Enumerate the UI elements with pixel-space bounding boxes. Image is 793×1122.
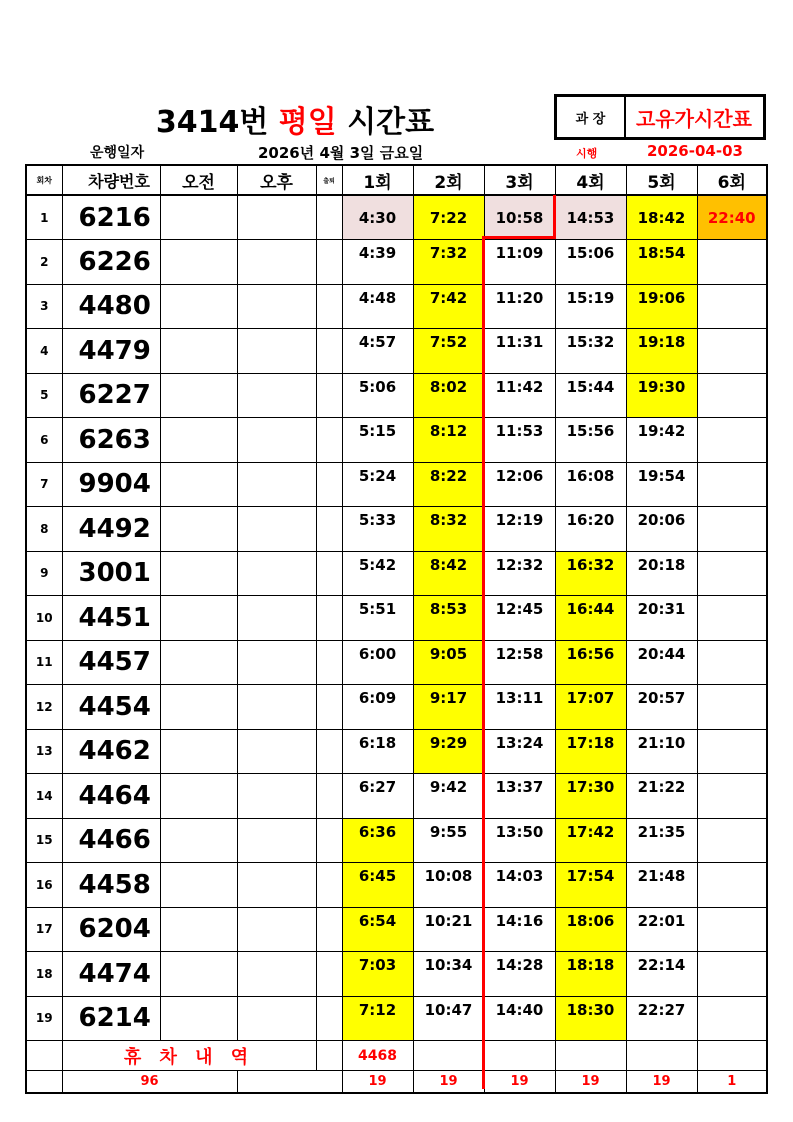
departure-time-3: 13:37 <box>484 774 555 819</box>
departure-time-5: 22:14 <box>626 952 697 997</box>
extra-cell <box>316 329 342 374</box>
totals-r5: 19 <box>626 1071 697 1093</box>
departure-time-4: 17:18 <box>555 729 626 774</box>
trip-number: 8 <box>26 507 62 552</box>
departure-time-1: 4:30 <box>342 195 413 240</box>
departure-time-6 <box>697 240 767 285</box>
departure-time-1: 5:51 <box>342 596 413 641</box>
totals-r3: 19 <box>484 1071 555 1093</box>
trip-number: 1 <box>26 195 62 240</box>
departure-time-1: 6:45 <box>342 863 413 908</box>
pm-cell <box>237 818 316 863</box>
departure-time-1: 5:42 <box>342 551 413 596</box>
bus-number: 4492 <box>62 507 160 552</box>
title-route: 3414번 <box>155 105 279 140</box>
totals-r4: 19 <box>555 1071 626 1093</box>
departure-time-1: 4:48 <box>342 284 413 329</box>
am-cell <box>160 818 237 863</box>
table-row <box>26 507 767 552</box>
totals-r2: 19 <box>413 1071 484 1093</box>
am-cell <box>160 596 237 641</box>
am-cell <box>160 551 237 596</box>
pm-cell <box>237 418 316 463</box>
departure-time-1: 6:54 <box>342 907 413 952</box>
departure-time-6 <box>697 907 767 952</box>
departure-time-2: 8:53 <box>413 596 484 641</box>
am-cell <box>160 729 237 774</box>
pm-cell <box>237 195 316 240</box>
departure-time-6 <box>697 418 767 463</box>
extra-cell <box>316 996 342 1041</box>
pm-cell <box>237 952 316 997</box>
am-cell <box>160 685 237 730</box>
departure-time-3: 11:42 <box>484 373 555 418</box>
extra-cell <box>316 640 342 685</box>
departure-time-5: 21:22 <box>626 774 697 819</box>
bus-number: 6216 <box>62 195 160 240</box>
departure-time-6 <box>697 818 767 863</box>
table-row <box>26 640 767 685</box>
trip-number: 10 <box>26 596 62 641</box>
departure-time-4: 15:32 <box>555 329 626 374</box>
departure-time-6 <box>697 729 767 774</box>
rest-empty-cell <box>555 1041 626 1071</box>
departure-time-2: 8:02 <box>413 373 484 418</box>
departure-time-5: 19:18 <box>626 329 697 374</box>
extra-cell <box>316 284 342 329</box>
departure-time-4: 15:19 <box>555 284 626 329</box>
extra-cell <box>316 462 342 507</box>
departure-time-3: 11:31 <box>484 329 555 374</box>
departure-time-5: 22:01 <box>626 907 697 952</box>
bus-number: 4451 <box>62 596 160 641</box>
trip-number: 18 <box>26 952 62 997</box>
am-cell <box>160 195 237 240</box>
departure-time-3: 12:06 <box>484 462 555 507</box>
departure-time-5: 21:35 <box>626 818 697 863</box>
departure-time-4: 17:30 <box>555 774 626 819</box>
departure-time-6 <box>697 551 767 596</box>
title-day-type: 평일 <box>278 105 337 140</box>
departure-time-5: 20:44 <box>626 640 697 685</box>
departure-time-1: 6:09 <box>342 685 413 730</box>
rest-empty-cell <box>413 1041 484 1071</box>
table-row <box>26 195 767 240</box>
totals-empty-cell <box>237 1071 342 1093</box>
bus-number: 4480 <box>62 284 160 329</box>
departure-time-2: 9:42 <box>413 774 484 819</box>
rest-vehicle-row <box>26 1041 767 1071</box>
departure-time-6 <box>697 640 767 685</box>
departure-time-2: 10:21 <box>413 907 484 952</box>
am-cell <box>160 996 237 1041</box>
departure-time-2: 9:17 <box>413 685 484 730</box>
pm-cell <box>237 462 316 507</box>
bus-number: 3001 <box>62 551 160 596</box>
col-header-r5: 5회 <box>626 165 697 195</box>
departure-time-1: 6:36 <box>342 818 413 863</box>
table-row <box>26 596 767 641</box>
rest-label: 휴 차 내 역 <box>62 1041 316 1071</box>
departure-time-4: 17:42 <box>555 818 626 863</box>
trip-number: 3 <box>26 284 62 329</box>
departure-time-2: 7:42 <box>413 284 484 329</box>
bus-number: 6227 <box>62 373 160 418</box>
trip-number: 4 <box>26 329 62 374</box>
extra-cell <box>316 418 342 463</box>
totals-row <box>26 1071 767 1093</box>
departure-time-4: 15:56 <box>555 418 626 463</box>
departure-time-4: 15:44 <box>555 373 626 418</box>
departure-time-6 <box>697 952 767 997</box>
totals-empty-cell <box>26 1071 62 1093</box>
trip-number: 19 <box>26 996 62 1041</box>
departure-time-5: 21:10 <box>626 729 697 774</box>
am-cell <box>160 329 237 374</box>
departure-time-1: 4:57 <box>342 329 413 374</box>
bus-number: 4466 <box>62 818 160 863</box>
departure-time-3: 12:58 <box>484 640 555 685</box>
col-header-extra: 출퇴 <box>316 165 342 195</box>
extra-cell <box>316 952 342 997</box>
departure-time-1: 6:27 <box>342 774 413 819</box>
departure-time-2: 9:55 <box>413 818 484 863</box>
col-header-pm: 오후 <box>237 165 316 195</box>
extra-cell <box>316 863 342 908</box>
pm-cell <box>237 640 316 685</box>
departure-time-6 <box>697 774 767 819</box>
trip-number: 7 <box>26 462 62 507</box>
extra-cell <box>316 685 342 730</box>
departure-time-6 <box>697 596 767 641</box>
departure-time-5: 20:06 <box>626 507 697 552</box>
departure-time-4: 16:32 <box>555 551 626 596</box>
departure-time-3: 14:40 <box>484 996 555 1041</box>
am-cell <box>160 952 237 997</box>
table-row <box>26 284 767 329</box>
col-header-r6: 6회 <box>697 165 767 195</box>
departure-time-5: 22:27 <box>626 996 697 1041</box>
trip-number: 2 <box>26 240 62 285</box>
table-row <box>26 996 767 1041</box>
departure-time-1: 7:12 <box>342 996 413 1041</box>
col-header-r3: 3회 <box>484 165 555 195</box>
departure-time-6 <box>697 373 767 418</box>
extra-cell <box>316 373 342 418</box>
departure-time-4: 17:07 <box>555 685 626 730</box>
departure-time-6 <box>697 284 767 329</box>
trip-number: 9 <box>26 551 62 596</box>
bus-number: 4479 <box>62 329 160 374</box>
trip-number: 6 <box>26 418 62 463</box>
rest-empty-cell <box>626 1041 697 1071</box>
table-row <box>26 774 767 819</box>
col-header-r1: 1회 <box>342 165 413 195</box>
am-cell <box>160 284 237 329</box>
am-cell <box>160 507 237 552</box>
departure-time-2: 10:08 <box>413 863 484 908</box>
table-row <box>26 373 767 418</box>
departure-time-4: 18:18 <box>555 952 626 997</box>
pm-cell <box>237 329 316 374</box>
red-divider-line <box>482 236 555 239</box>
bus-number: 6226 <box>62 240 160 285</box>
table-row <box>26 685 767 730</box>
col-header-r2: 2회 <box>413 165 484 195</box>
extra-cell <box>316 907 342 952</box>
pm-cell <box>237 729 316 774</box>
totals-r1: 19 <box>342 1071 413 1093</box>
trip-number: 13 <box>26 729 62 774</box>
departure-time-3: 12:45 <box>484 596 555 641</box>
am-cell <box>160 240 237 285</box>
bus-number: 4474 <box>62 952 160 997</box>
table-row <box>26 329 767 374</box>
table-row <box>26 952 767 997</box>
am-cell <box>160 774 237 819</box>
departure-time-2: 8:42 <box>413 551 484 596</box>
am-cell <box>160 373 237 418</box>
departure-time-2: 7:32 <box>413 240 484 285</box>
enforcement-date: 2026-04-03 <box>647 142 743 160</box>
table-row <box>26 863 767 908</box>
extra-cell <box>316 195 342 240</box>
bus-number: 4454 <box>62 685 160 730</box>
col-header-bus: 차량번호 <box>62 165 160 195</box>
departure-time-5: 20:31 <box>626 596 697 641</box>
departure-time-6 <box>697 863 767 908</box>
departure-time-3: 12:19 <box>484 507 555 552</box>
departure-time-1: 5:06 <box>342 373 413 418</box>
bus-number: 6204 <box>62 907 160 952</box>
pm-cell <box>237 996 316 1041</box>
table-row <box>26 818 767 863</box>
departure-time-3: 13:50 <box>484 818 555 863</box>
schedule-type-label: 고유가시간표 <box>624 94 766 140</box>
departure-time-1: 5:33 <box>342 507 413 552</box>
departure-time-5: 18:54 <box>626 240 697 285</box>
departure-time-5: 20:57 <box>626 685 697 730</box>
bus-number: 6214 <box>62 996 160 1041</box>
departure-time-5: 19:30 <box>626 373 697 418</box>
rest-vehicle-number: 4468 <box>342 1041 413 1071</box>
bus-number: 4457 <box>62 640 160 685</box>
departure-time-6: 22:40 <box>697 195 767 240</box>
trip-number: 12 <box>26 685 62 730</box>
rest-empty-cell <box>484 1041 555 1071</box>
departure-time-2: 10:47 <box>413 996 484 1041</box>
table-row <box>26 240 767 285</box>
rest-empty-cell <box>26 1041 62 1071</box>
rest-empty-cell <box>697 1041 767 1071</box>
pm-cell <box>237 863 316 908</box>
departure-time-2: 8:22 <box>413 462 484 507</box>
table-row <box>26 551 767 596</box>
title-suffix: 시간표 <box>336 105 435 140</box>
departure-time-4: 16:56 <box>555 640 626 685</box>
col-header-r4: 4회 <box>555 165 626 195</box>
extra-cell <box>316 818 342 863</box>
departure-time-3: 11:53 <box>484 418 555 463</box>
trip-number: 5 <box>26 373 62 418</box>
red-divider-line <box>553 195 556 239</box>
page-title <box>140 97 450 139</box>
departure-time-6 <box>697 996 767 1041</box>
trip-number: 15 <box>26 818 62 863</box>
departure-time-3: 10:58 <box>484 195 555 240</box>
timetable <box>25 164 768 1094</box>
am-cell <box>160 907 237 952</box>
extra-cell <box>316 551 342 596</box>
extra-cell <box>316 729 342 774</box>
trip-number: 17 <box>26 907 62 952</box>
departure-time-1: 5:15 <box>342 418 413 463</box>
departure-time-6 <box>697 685 767 730</box>
trip-number: 14 <box>26 774 62 819</box>
departure-time-3: 14:28 <box>484 952 555 997</box>
extra-cell <box>316 596 342 641</box>
departure-time-4: 18:30 <box>555 996 626 1041</box>
col-header-am: 오전 <box>160 165 237 195</box>
trip-number: 16 <box>26 863 62 908</box>
pm-cell <box>237 507 316 552</box>
departure-time-5: 19:42 <box>626 418 697 463</box>
pm-cell <box>237 551 316 596</box>
red-divider-line <box>482 237 485 1089</box>
departure-time-2: 7:52 <box>413 329 484 374</box>
pm-cell <box>237 907 316 952</box>
departure-time-4: 16:44 <box>555 596 626 641</box>
table-row <box>26 462 767 507</box>
pm-cell <box>237 240 316 285</box>
departure-time-4: 17:54 <box>555 863 626 908</box>
departure-time-3: 14:03 <box>484 863 555 908</box>
departure-time-1: 6:18 <box>342 729 413 774</box>
departure-time-5: 18:42 <box>626 195 697 240</box>
departure-time-2: 8:12 <box>413 418 484 463</box>
departure-time-1: 5:24 <box>342 462 413 507</box>
am-cell <box>160 418 237 463</box>
am-cell <box>160 462 237 507</box>
departure-time-2: 10:34 <box>413 952 484 997</box>
trip-number: 11 <box>26 640 62 685</box>
extra-cell <box>316 774 342 819</box>
pm-cell <box>237 284 316 329</box>
departure-time-4: 14:53 <box>555 195 626 240</box>
departure-time-1: 4:39 <box>342 240 413 285</box>
bus-number: 4464 <box>62 774 160 819</box>
departure-time-6 <box>697 462 767 507</box>
departure-time-2: 9:05 <box>413 640 484 685</box>
pm-cell <box>237 685 316 730</box>
operation-date-label: 운행일자 <box>90 145 145 161</box>
table-row <box>26 907 767 952</box>
pm-cell <box>237 373 316 418</box>
approver-label: 과 장 <box>554 94 626 140</box>
departure-time-2: 9:29 <box>413 729 484 774</box>
departure-time-6 <box>697 507 767 552</box>
operation-date: 2026년 4월 3일 금요일 <box>258 144 424 162</box>
departure-time-4: 18:06 <box>555 907 626 952</box>
departure-time-4: 16:08 <box>555 462 626 507</box>
departure-time-3: 12:32 <box>484 551 555 596</box>
table-row <box>26 729 767 774</box>
pm-cell <box>237 774 316 819</box>
departure-time-5: 21:48 <box>626 863 697 908</box>
departure-time-5: 19:54 <box>626 462 697 507</box>
departure-time-3: 11:09 <box>484 240 555 285</box>
pm-cell <box>237 596 316 641</box>
departure-time-1: 6:00 <box>342 640 413 685</box>
departure-time-5: 20:18 <box>626 551 697 596</box>
departure-time-4: 16:20 <box>555 507 626 552</box>
departure-time-1: 7:03 <box>342 952 413 997</box>
table-row <box>26 418 767 463</box>
rest-empty-cell <box>316 1041 342 1071</box>
totals-r6: 1 <box>697 1071 767 1093</box>
extra-cell <box>316 507 342 552</box>
table-header-row <box>26 165 767 195</box>
departure-time-2: 8:32 <box>413 507 484 552</box>
departure-time-5: 19:06 <box>626 284 697 329</box>
departure-time-3: 13:24 <box>484 729 555 774</box>
departure-time-2: 7:22 <box>413 195 484 240</box>
bus-number: 4462 <box>62 729 160 774</box>
departure-time-3: 14:16 <box>484 907 555 952</box>
totals-bus: 96 <box>62 1071 237 1093</box>
enforcement-label: 시행 <box>576 147 598 160</box>
am-cell <box>160 863 237 908</box>
bus-number: 6263 <box>62 418 160 463</box>
bus-number: 9904 <box>62 462 160 507</box>
col-header-no: 회차 <box>26 165 62 195</box>
extra-cell <box>316 240 342 285</box>
am-cell <box>160 640 237 685</box>
departure-time-6 <box>697 329 767 374</box>
bus-number: 4458 <box>62 863 160 908</box>
departure-time-4: 15:06 <box>555 240 626 285</box>
departure-time-3: 13:11 <box>484 685 555 730</box>
departure-time-3: 11:20 <box>484 284 555 329</box>
